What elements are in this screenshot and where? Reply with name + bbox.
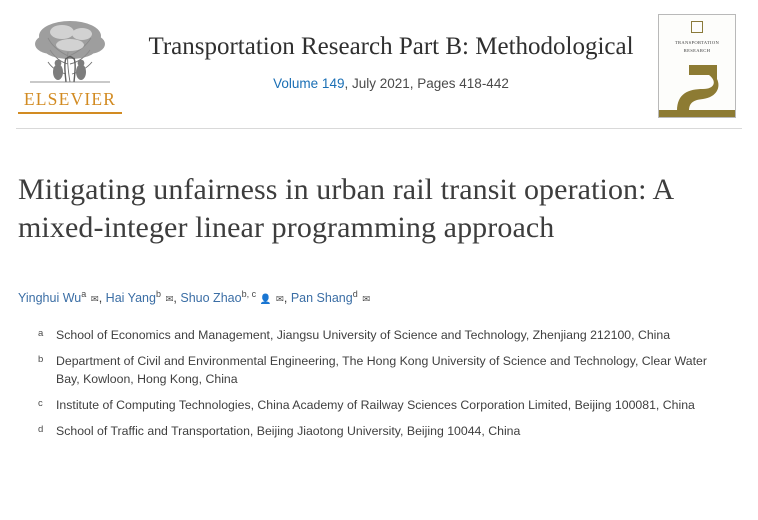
- author-name[interactable]: Pan Shang: [290, 291, 353, 306]
- affiliation-text: School of Traffic and Transportation, Beijing Jiaotong University, Beijing 10044, China: [56, 423, 521, 438]
- affiliation-mark: a: [38, 327, 44, 339]
- author-affiliation-marks: a: [81, 288, 87, 299]
- author-item: [180, 288, 288, 306]
- elsevier-tree-icon: [22, 12, 118, 88]
- elsevier-logo[interactable]: [16, 10, 124, 114]
- author-item: [105, 288, 177, 306]
- header-divider: [16, 128, 742, 129]
- author-name[interactable]: Yinghui Wu: [18, 291, 82, 306]
- cover-title-line1: TRANSPORTATION: [674, 40, 720, 45]
- affiliation-text: Institute of Computing Technologies, China Academy of Railway Sciences Corporation Limited, Beijing 100081, China: [56, 397, 695, 412]
- journal-volume-link[interactable]: Volume 149: [273, 76, 345, 91]
- email-icon[interactable]: ✉: [165, 294, 174, 306]
- affiliation-text: Department of Civil and Environmental Engineering, The Hong Kong University of Science and Technology, Clear Water Bay, Kowloon, Hong Kong, China: [56, 353, 707, 387]
- email-icon[interactable]: ✉: [362, 294, 371, 306]
- affiliation-mark: b: [38, 353, 44, 365]
- journal-issue-details: , July 2021, Pages 418-442: [344, 76, 509, 91]
- author-item: [290, 288, 371, 306]
- author-affiliation-marks: d: [352, 288, 358, 299]
- email-icon[interactable]: ✉: [275, 294, 284, 306]
- journal-cover-thumbnail[interactable]: [658, 14, 736, 118]
- author-separator: ,: [283, 291, 288, 306]
- affiliation-mark: d: [38, 423, 44, 435]
- journal-header: [0, 0, 758, 120]
- affiliation-list: [0, 308, 758, 440]
- author-list: [0, 268, 758, 308]
- author-affiliation-marks: b, c: [241, 288, 257, 299]
- author-separator: ,: [173, 291, 177, 306]
- journal-title[interactable]: Transportation Research Part B: Methodological: [148, 33, 634, 60]
- affiliation-item: [38, 422, 730, 441]
- affiliation-text: School of Economics and Management, Jiangsu University of Science and Technology, Zhenjiang 212100, China: [56, 327, 671, 342]
- author-name[interactable]: Shuo Zhao: [180, 291, 242, 306]
- journal-issue-line: [124, 76, 658, 91]
- cover-logo-icon: [691, 21, 703, 33]
- author-affiliation-marks: b: [155, 288, 161, 299]
- author-name[interactable]: Hai Yang: [105, 291, 156, 306]
- person-icon[interactable]: 👤: [259, 294, 272, 306]
- affiliation-item: [38, 352, 730, 389]
- author-item: [18, 288, 103, 306]
- page-title: Mitigating unfairness in urban rail transit operation: A mixed-integer linear programming approach: [18, 173, 673, 245]
- cover-artwork-icon: [659, 53, 736, 117]
- author-separator: ,: [98, 291, 103, 306]
- affiliation-mark: c: [38, 397, 43, 409]
- affiliation-item: [38, 326, 730, 345]
- journal-info: [124, 10, 658, 91]
- elsevier-wordmark: ELSEVIER: [23, 89, 117, 109]
- elsevier-underline: [18, 112, 122, 114]
- email-icon[interactable]: ✉: [90, 294, 99, 306]
- cover-title-line2: RESEARCH: [683, 47, 711, 53]
- affiliation-item: [38, 396, 730, 415]
